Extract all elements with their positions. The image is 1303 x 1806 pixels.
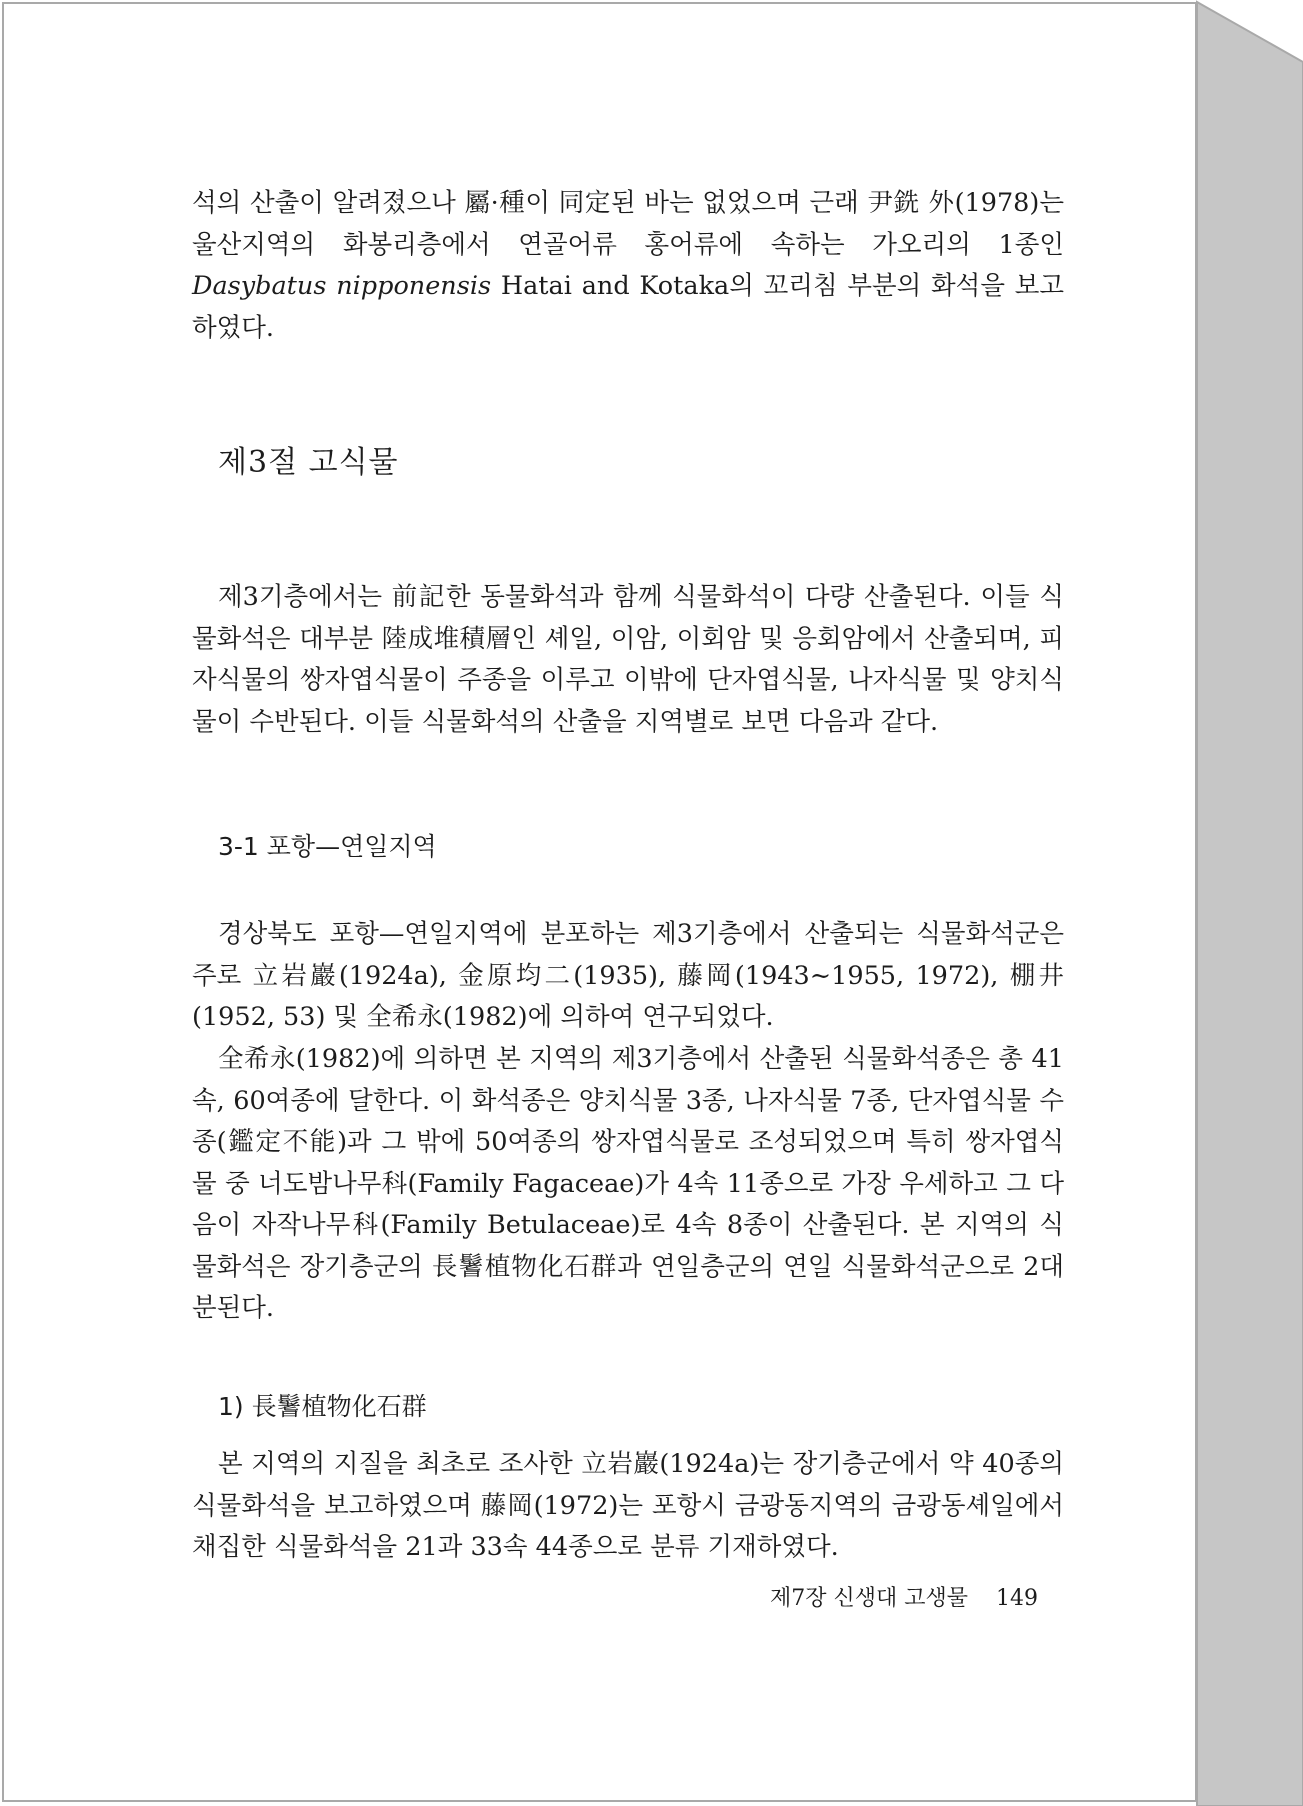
subheading-janggi-flora: 1) 長鬐植物化石群 [218, 1392, 427, 1421]
subheading-3-1: 3-1 포항—연일지역 [218, 832, 437, 861]
pohang-paragraph-1: 경상북도 포항—연일지역에 분포하는 제3기층에서 산출되는 식물화석군은 주로 立岩巖(1924a), 金原均二(1935), 藤岡(1943∼1955, 1972), 棚井(1952, 53) 및 全希永(1982)에 의하여 연구되었다. [192, 919, 1064, 1032]
page-number: 149 [996, 1586, 1038, 1611]
section-body-paragraph: 제3기층에서는 前記한 동물화석과 함께 식물화석이 다량 산출된다. 이들 식물화석은 대부분 陸成堆積層인 셰일, 이암, 이회암 및 응회암에서 산출되며, 피자식물의 쌍자엽식물이 주종을 이루고 이밖에 단자엽식물, 나자식물 및 양치식물이 수반된다. 이들 식물화석의 산출을 지역별로 보면 다음과 같다. [192, 582, 1064, 737]
janggi-paragraph: 본 지역의 지질을 최초로 조사한 立岩巖(1924a)는 장기층군에서 약 40종의 식물화석을 보고하였으며 藤岡(1972)는 포항시 금광동지역의 금광동셰일에서 채집한 식물화석을 21과 33속 44종으로 분류 기재하였다. [192, 1449, 1064, 1562]
intro-text: 석의 산출이 알려졌으나 屬·種이 同定된 바는 없었으며 근래 尹銑 外(1978)는 울산지역의 화봉리층에서 연골어류 홍어류에 속하는 가오리의 1종인 [192, 188, 1064, 260]
intro-paragraph [192, 183, 1064, 349]
page-footer [770, 1584, 1038, 1614]
section-heading: 제3절 고식물 [218, 445, 399, 480]
pohang-paragraph-2: 全希永(1982)에 의하면 본 지역의 제3기층에서 산출된 식물화석종은 총 41속, 60여종에 달한다. 이 화석종은 양치식물 3종, 나자식물 7종, 단자엽식물 수종(鑑定不能)과 그 밖에 50여종의 쌍자엽식물로 조성되었으며 특히 쌍자엽식물 중 너도밤나무科(Family Fagaceae)가 4속 11종으로 가장 우세하고 그 다음이 자작나무科(Family Betulaceae)로 4속 8종이 산출된다. 본 지역의 식물화석은 장기층군의 長鬐植物化石群과 연일층군의 연일 식물화석군으로 2대분된다. [192, 1044, 1064, 1323]
intro-end-text: Hatai and Kotaka의 꼬리침 부분의 화석을 보고하였다. [192, 271, 1065, 343]
species-name: Dasybatus nipponensis [192, 271, 492, 301]
chapter-title: 제7장 신생대 고생물 [770, 1586, 968, 1611]
